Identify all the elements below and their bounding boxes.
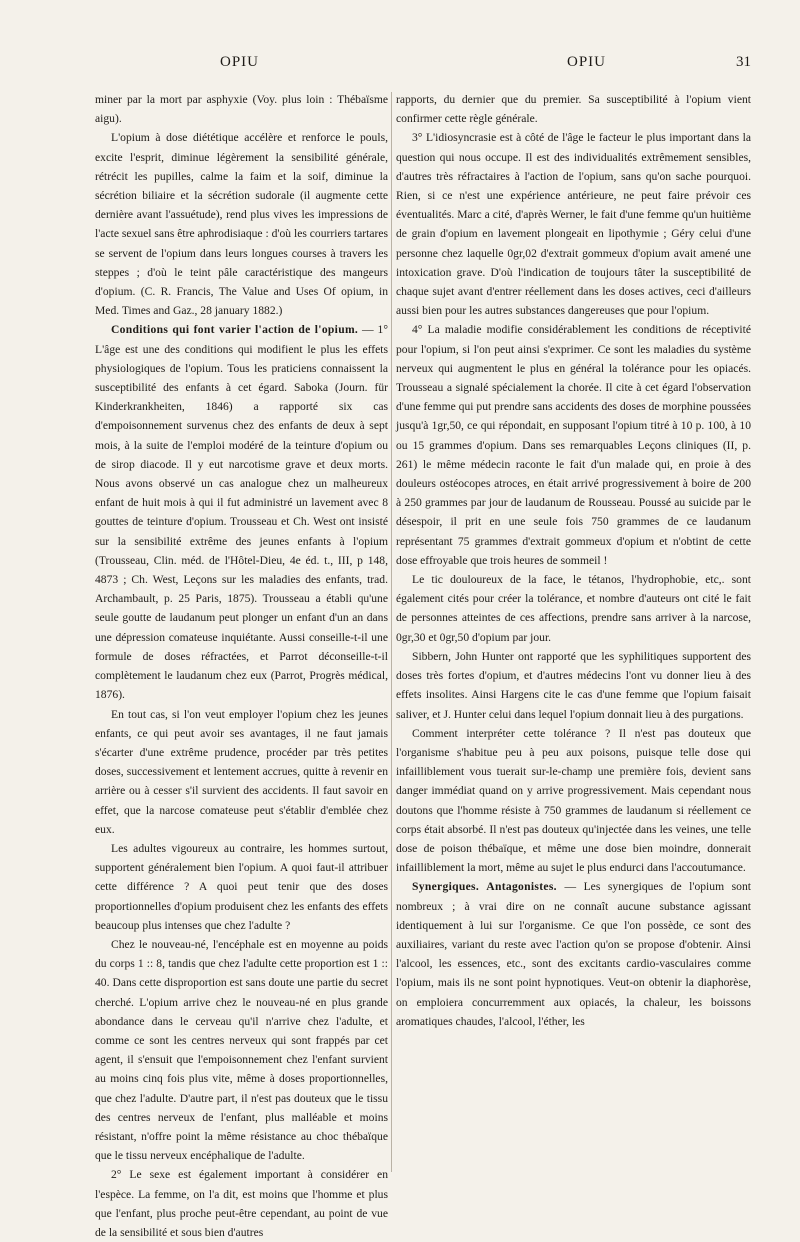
paragraph: miner par la mort par asphyxie (Voy. plus loin : Thébaïsme aigu). bbox=[95, 93, 388, 126]
paragraph: En tout cas, si l'on veut employer l'opium chez les jeunes enfants, ce qui peut avoir ses avantages, il ne faut jamais s'écarter d'une extrême prudence, procéder par très petites doses, successivement et lentement accrues, quitte à revenir en arrière ou à cesser s'il survient des accidents. Il faut savoir en effet, que la narcose comateuse peut s'établir d'emblée chez eux. bbox=[95, 707, 388, 836]
paragraph-text: — Les synergiques de l'opium sont nombreux ; à vrai dire on ne connaît aucune substance agissant identiquement à lui sur l'organisme. Ce que l'on possède, ce sont des auxiliaires, variant du reste avec l'action qu'on se propose d'obtenir. Ainsi l'alcool, les essences, etc., sont des excitants cardio-vasculaires comme l'opium, mais ils ne sont point hypnotiques. Veut-on obtenir la diaphorèse, on emploiera concurremment aux opiacés, la chaleur, les boissons aromatiques chaudes, l'alcool, l'éther, les bbox=[396, 880, 751, 1028]
paragraph: rapports, du dernier que du premier. Sa susceptibilité à l'opium vient confirmer cette règle générale. bbox=[396, 93, 751, 126]
paragraph: Chez le nouveau-né, l'encéphale est en moyenne au poids du corps 1 :: 8, tandis que chez l'adulte cette proportion est 1 :: 40. Dans cette disproportion est sans doute une partie du secret cherché. L'opium arrive chez le nouveau-né en plus grande abondance dans le cerveau qu'il n'arrive chez l'adulte, et comme ce sont les centres nerveux qui sont frappés par cet agent, il s'ensuit que l'empoisonnement chez l'enfant survient au moins cinq fois plus vite, même à doses proportionnelles, que chez l'adulte. D'autre part, il n'est pas douteux que le tissu des centres nerveux de l'enfant, plus malléable et moins résistant, n'offre point la même résistance au choc thébaïque que le tissu nerveux encéphalique de l'adulte. bbox=[95, 937, 388, 1163]
section-heading: Synergiques. Antagonistes. bbox=[412, 880, 557, 894]
paragraph bbox=[95, 320, 388, 704]
right-column bbox=[396, 90, 751, 1031]
paragraph: L'opium à dose diététique accélère et renforce le pouls, excite l'esprit, diminue légèrement la sensibilité générale, rétrécit les pupilles, calme la faim et la soif, diminue la sécrétion biliaire et la sécrétion sudorale (il augmente cette dernière avant l'assuétude), rend plus vives les impressions de l'acte sexuel sans être aphrodisiaque : d'où les courriers tartares se servent de l'opium dans leurs longues courses à travers les steppes ; d'où le teint pâle caractéristique des mangeurs d'opium. (C. R. Francis, The Value and Uses Of opium, in Med. Times and Gaz., 28 january 1882.) bbox=[95, 131, 388, 318]
running-head-right: OPIU bbox=[567, 54, 607, 70]
paragraph: Les adultes vigoureux au contraire, les hommes surtout, supportent généralement bien l'opium. A quoi faut-il attribuer cette différence ? A quoi peut tenir que des doses proportionnelles d'opium produisent chez les enfants des effets beaucoup plus intenses que chez l'adulte ? bbox=[95, 841, 388, 932]
column-rule bbox=[391, 92, 392, 1172]
paragraph-text: — 1° L'âge est une des conditions qui modifient le plus les effets physiologiques de l'opium. Tous les praticiens connaissent la susceptibilité des enfants à cet égard. Saboka (Journ. für Kinderkrankheiten, 1846) a rapporté six cas d'empoisonnement survenus chez des enfants de deux à sept mois, à la suite de l'emploi modéré de la teinture d'opium ou de sirop diacode. Il y eut narcotisme grave et deux morts. Nous avons observé un cas analogue chez un malheureux enfant de huit mois à qui il fut administré un lavement avec 8 gouttes de teinture d'opium. Trousseau et Ch. West ont insisté sur la sensibilité extrême des jeunes enfants à l'opium (Trousseau, Clin. méd. de l'Hôtel-Dieu, 4e éd. t., III, p 148, 4873 ; Ch. West, Leçons sur les maladies des enfants, trad. Archambault, p. 25 Paris, 1875). Trousseau a établi qu'une seule goutte de laudanum peut plonger un enfant d'un an dans une dépression comateuse inquiétante. Aussi conseille-t-il une formule de doses réfractées, et Parrot déconseille-t-il complètement le laudanum chez eux (Parrot, Progrès médical, 1876). bbox=[95, 323, 388, 702]
page-header bbox=[0, 54, 800, 78]
paragraph: Le tic douloureux de la face, le tétanos, l'hydrophobie, etc,. sont également cités pour créer la tolérance, et nombre d'auteurs ont cité le fait de personnes atteintes de ces affections, prendre sans arriver à la narcose, 0gr,30 et 0gr,50 d'opium par jour. bbox=[396, 573, 751, 644]
paragraph: Sibbern, John Hunter ont rapporté que les syphilitiques supportent des doses très fortes d'opium, et d'autres médecins l'ont vu donner lieu à des effets insolites. Ainsi Hargens cite le cas d'une femme que l'opium faisait saliver, et J. Hunter celui dans lequel l'opium donnait lieu à des purgations. bbox=[396, 649, 751, 721]
running-head-left: OPIU bbox=[220, 54, 260, 70]
page-number: 31 bbox=[736, 54, 751, 70]
paragraph bbox=[396, 877, 751, 1031]
paragraph: Comment interpréter cette tolérance ? Il n'est pas douteux que l'organisme s'habitue peu à peu aux poisons, puisque telle dose qui infailliblement vous tuerait sur-le-champ une première fois, devient sans danger immédiat quand on y arrive progressivement. Mais cependant nous doutons que l'homme résiste à 750 grammes de laudanum si réellement ce corps était absorbé. Il n'est pas douteux qu'injectée dans les veines, une telle dose de poison thébaïque, et même une dose bien moindre, donnerait infailliblement la mort, même au sujet le plus endurci dans l'accoutumance. bbox=[396, 726, 751, 875]
left-column bbox=[95, 90, 388, 1242]
paragraph: 3° L'idiosyncrasie est à côté de l'âge le facteur le plus important dans la question qui nous occupe. Il est des individualités extrêmement sensibles, d'autres très réfractaires à l'action de l'opium, sans qu'on sache pourquoi. Rien, si ce n'est une expérience antérieure, ne peut faire prévoir ces éventualités. Marc a cité, d'après Werner, le fait d'une femme qu'un huitième de grain d'opium en lavement plongeait en lipothymie ; Géry celui d'une personne chez laquelle 0gr,02 d'extrait gommeux d'opium avait amené une intoxication grave. D'où l'indication de toujours tâter la susceptibilité de chaque sujet avant d'entrer réellement dans les doses actives, ceci d'ailleurs aussi bien pour les autres substances dangereuses que pour l'opium. bbox=[396, 131, 751, 318]
paragraph: 2° Le sexe est également important à considérer en l'espèce. La femme, on l'a dit, est moins que l'homme et plus que l'enfant, plus proche peut-être cependant, au point de vue de la sensibilité et sous bien d'autres bbox=[95, 1168, 388, 1239]
paragraph: 4° La maladie modifie considérablement les conditions de réceptivité pour l'opium, si l'on peut ainsi s'exprimer. Ce sont les maladies du système nerveux qui augmentent le plus en général la tolérance pour les opiacés. Trousseau a signalé spécialement la chorée. Il cite à cet égard l'observation d'une femme qui put prendre sans accidents des doses de morphine poussées jusqu'à 1gr,50, ce qui répondait, en supposant l'opium titré à 10 p. 100, à 10 ou 15 grammes d'opium. Dans ses remarquables Leçons cliniques (II, p. 261) le même médecin raconte le fait d'un malade qui, en proie à des douleurs ostéocopes atroces, en était arrivé progressivement à boire de 200 à 250 grammes par jour de laudanum de Rousseau. Poussé au suicide par le désespoir, il prit en une seule fois 750 grammes de ce laudanum représentant 75 grammes d'extrait gommeux d'opium et n'obtint de cette dose effroyable que trois heures de sommeil ! bbox=[396, 323, 751, 567]
section-heading: Conditions qui font varier l'action de l'opium. bbox=[111, 323, 359, 337]
